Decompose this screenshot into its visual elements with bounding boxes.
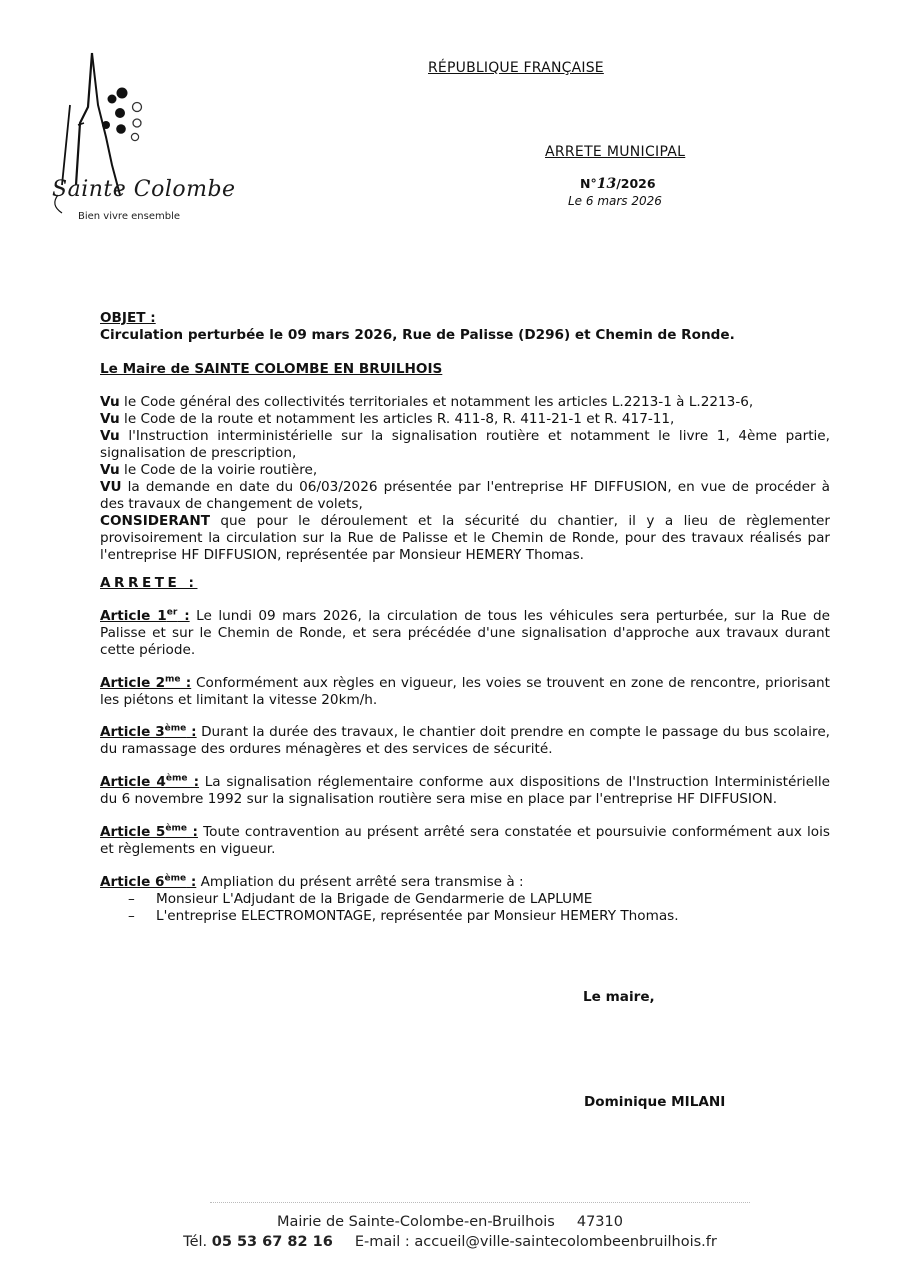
article-label: Article 3ème : xyxy=(100,723,197,740)
footer-address xyxy=(0,1214,900,1230)
footer-email[interactable]: accueil@ville-saintecolombeenbruilhois.fr xyxy=(414,1234,717,1250)
arrete-title: ARRETE MUNICIPAL xyxy=(545,144,686,160)
footer-tel-label: Tél. xyxy=(183,1234,208,1250)
ampliation-list xyxy=(100,891,830,925)
article-2 xyxy=(100,675,830,709)
number-handwritten: 13 xyxy=(596,176,617,192)
visa-item xyxy=(100,428,830,462)
ampliation-text: L'entreprise ELECTROMONTAGE, représentée par Monsieur HEMERY Thomas. xyxy=(156,908,679,924)
visa-lead: VU xyxy=(100,479,122,495)
list-item xyxy=(100,908,830,925)
logo-tagline: Bien vivre ensemble xyxy=(78,211,181,222)
ampliation-text: Monsieur L'Adjudant de la Brigade de Gendarmerie de LAPLUME xyxy=(156,891,593,907)
visa-lead: Vu xyxy=(100,428,120,444)
arrete-date: Le 6 mars 2026 xyxy=(568,194,662,208)
article-label: Article $2^{me}$ : xyxy=(100,674,192,691)
visa-item xyxy=(100,411,830,428)
visa-text: le Code de la voirie routière, xyxy=(119,462,318,478)
visa-item xyxy=(100,513,830,564)
visa-item xyxy=(100,394,830,411)
article-1 xyxy=(100,608,830,659)
article-3 xyxy=(100,724,830,758)
visa-text: l'Instruction interministérielle sur la signalisation routière et notamment le livre 1, 4ème partie, signalisation de prescription, xyxy=(100,428,830,461)
number-prefix: N° xyxy=(580,176,597,191)
footer-postcode: 47310 xyxy=(576,1214,623,1230)
visa-item xyxy=(100,462,830,479)
article-text: Le lundi 09 mars 2026, la circulation de tous les véhicules sera perturbée, sur la Rue de Palisse et sur le Chemin de Ronde, et sera précédée d'une signalisation d'approche aux travaux durant cette période. xyxy=(100,608,831,658)
visa-text: que pour le déroulement et la sécurité du chantier, il y a lieu de règlementer provisoirement la circulation sur la Rue de Palisse et le Chemin de Ronde, pour des travaux réalisés par l'entreprise HF DIFFUSION, représentée par Monsieur HEMERY Thomas. xyxy=(100,513,830,563)
logo-script-text: Sainte Colombe xyxy=(52,177,236,202)
visa-text: le Code de la route et notamment les articles R. 411-8, R. 411-21-1 et R. 417-11, xyxy=(119,411,675,427)
signature-title: Le maire, xyxy=(583,989,655,1005)
visa-lead: Vu xyxy=(100,462,120,478)
footer-contact xyxy=(0,1234,900,1250)
article-label: Article 4ème : xyxy=(100,773,200,790)
dot-icon xyxy=(117,88,128,99)
republique-heading: RÉPUBLIQUE FRANÇAISE xyxy=(428,60,604,76)
visa-lead: Vu xyxy=(100,411,120,427)
number-suffix: /2026 xyxy=(616,176,656,191)
footer-phone: 05 53 67 82 16 xyxy=(211,1234,333,1250)
article-label: Article 5ème : xyxy=(100,823,198,840)
article-4 xyxy=(100,774,830,808)
bullet-dash: – xyxy=(128,891,135,907)
article-text: Toute contravention au présent arrêté sera constatée et poursuivie conformément aux lois et règlements en vigueur. xyxy=(100,824,830,857)
article-label: Article 1er : xyxy=(100,607,190,624)
visa-text: la demande en date du 06/03/2026 présentée par l'entreprise HF DIFFUSION, en vue de procéder à des travaux de changement de volets, xyxy=(100,479,830,512)
article-text: Conformément aux règles en vigueur, les voies se trouvent en zone de rencontre, priorisant les piétons et limitant la vitesse 20km/h. xyxy=(100,675,830,708)
church-icon xyxy=(40,45,210,230)
visa-text: le Code général des collectivités territoriales et notamment les articles L.2213-1 à L.2213-6, xyxy=(119,394,754,410)
objet-label: OBJET : xyxy=(100,310,156,326)
article-text: La signalisation réglementaire conforme aux dispositions de l'Instruction Interministérielle du 6 novembre 1992 sur la signalisation routière sera mise en place par l'entreprise HF DIFFUSION. xyxy=(100,774,830,807)
list-item xyxy=(100,891,830,908)
visa-lead: Vu xyxy=(100,394,120,410)
signature-name: Dominique MILANI xyxy=(584,1094,726,1110)
article-label: Article 6ème : xyxy=(100,873,197,890)
article-6 xyxy=(100,874,830,925)
arrete-number xyxy=(580,176,656,192)
article-text: Ampliation du présent arrêté sera transmise à : xyxy=(196,874,524,890)
article-text: Durant la durée des travaux, le chantier doit prendre en compte le passage du bus scolaire, du ramassage des ordures ménagères et des services de sécurité. xyxy=(100,724,830,757)
bullet-dash: – xyxy=(128,908,135,924)
objet-text: Circulation perturbée le 09 mars 2026, Rue de Palisse (D296) et Chemin de Ronde. xyxy=(100,327,735,343)
visa-item xyxy=(100,479,830,513)
footer-email-label: E-mail : xyxy=(354,1234,410,1250)
footer-mairie-name: Mairie de Sainte-Colombe-en-Bruilhois xyxy=(277,1214,555,1230)
footer-divider xyxy=(210,1202,750,1203)
arrete-label: ARRETE : xyxy=(100,575,198,591)
visas-block xyxy=(100,394,830,564)
maire-heading: Le Maire de SAINTE COLOMBE EN BRUILHOIS xyxy=(100,361,443,377)
visa-lead: CONSIDERANT xyxy=(100,513,210,529)
article-5 xyxy=(100,824,830,858)
municipal-logo xyxy=(40,45,236,230)
